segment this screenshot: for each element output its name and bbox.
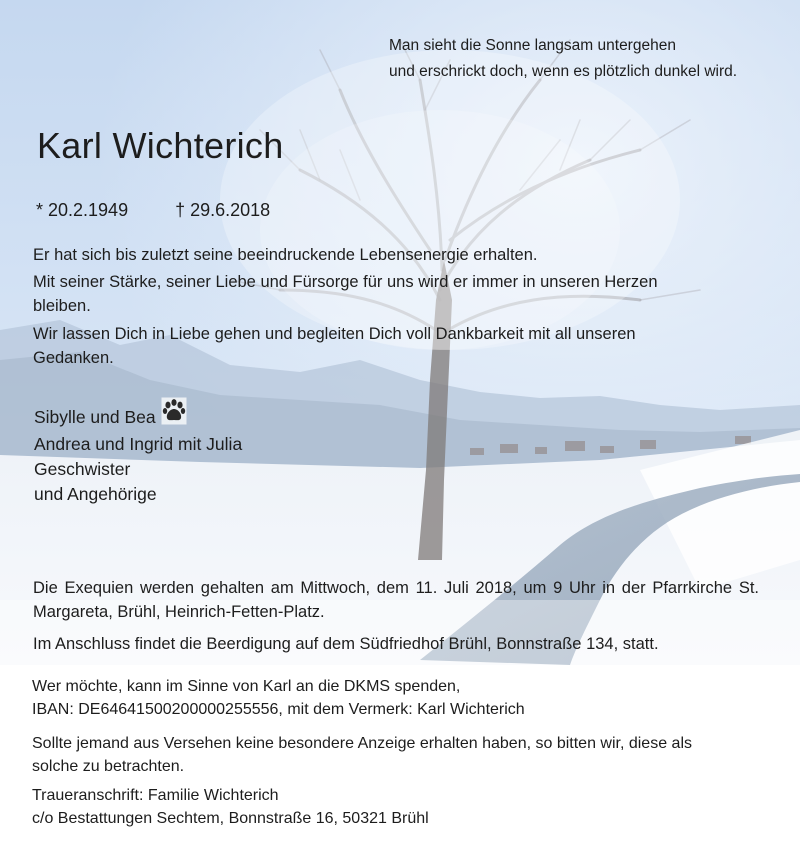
notice-text: Sollte jemand aus Versehen keine besondere Anzeige erhalten haben, so bitten wir, diese als solche zu betrachten. (32, 735, 692, 775)
mourner-row (34, 403, 242, 432)
mourner-name: Andrea und Ingrid mit Julia (34, 434, 243, 454)
donation-iban: IBAN: DE64641500200000255556, mit dem Vermerk: Karl Wichterich (32, 701, 525, 718)
exequies-info: Die Exequien werden gehalten am Mittwoch, dem 11. Juli 2018, um 9 Uhr in der Pfarrkirche St. Margareta, Brühl, Heinrich-Fetten-Platz. (33, 579, 759, 621)
motto-line-2: und erschrickt doch, wenn es plötzlich dunkel wird. (389, 63, 738, 80)
service-details (33, 576, 759, 656)
address-line-1: Traueranschrift: Familie Wichterich (32, 787, 279, 804)
mourner-name: Sibylle und Bea (34, 407, 156, 427)
mourners-list (34, 403, 242, 507)
mourning-address (32, 784, 762, 830)
address-line-2: c/o Bestattungen Sechtem, Bonnstraße 16, 50321 Brühl (32, 810, 429, 827)
donation-line-1: Wer möchte, kann im Sinne von Karl an die DKMS spenden, (32, 678, 461, 695)
death-date: † 29.6.2018 (175, 200, 271, 220)
birth-date: * 20.2.1949 (36, 200, 129, 220)
mourner-name: und Angehörige (34, 484, 157, 504)
paragraph-life-energy: Er hat sich bis zuletzt seine beeindruckende Lebensenergie erhalten. (33, 246, 538, 264)
paragraph-farewell: Wir lassen Dich in Liebe gehen und begleiten Dich voll Dankbarkeit mit all unseren Gedanken. (33, 325, 636, 367)
paw-print-icon (161, 397, 187, 432)
mourner-name: Geschwister (34, 459, 131, 479)
donation-info (32, 675, 762, 721)
deceased-name: Karl Wichterich (37, 125, 284, 166)
life-dates (36, 198, 270, 222)
burial-info: Im Anschluss findet die Beerdigung auf dem Südfriedhof Brühl, Bonnstraße 134, statt. (33, 635, 659, 653)
paragraph-strength-love: Mit seiner Stärke, seiner Liebe und Fürsorge für uns wird er immer in unseren Herzen bleiben. (33, 273, 658, 315)
motto-verse (389, 33, 737, 85)
motto-line-1: Man sieht die Sonne langsam untergehen (389, 37, 676, 54)
